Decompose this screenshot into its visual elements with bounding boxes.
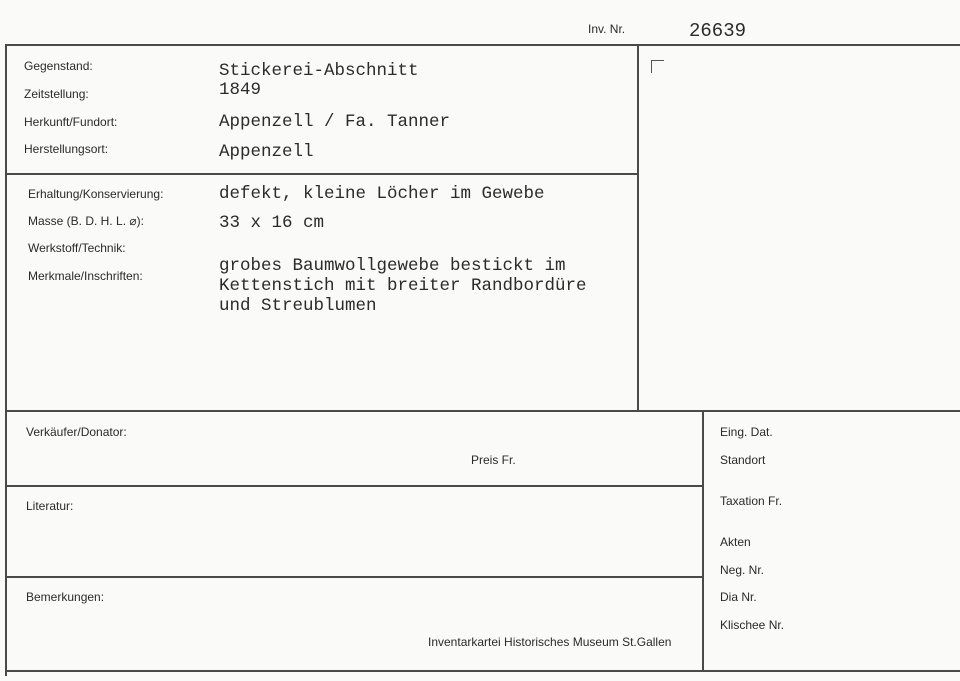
herstellungsort-value: Appenzell bbox=[219, 142, 314, 162]
rule-literatur bbox=[5, 485, 703, 487]
rule-image-box bbox=[637, 44, 639, 411]
standort-label: Standort bbox=[720, 453, 766, 467]
bemerkungen-label: Bemerkungen: bbox=[26, 590, 105, 604]
rule-acquisition bbox=[5, 410, 960, 412]
werkstoff-label: Werkstoff/Technik: bbox=[28, 241, 126, 255]
zeitstellung-label: Zeitstellung: bbox=[24, 87, 89, 101]
werkstoff-value: grobes Baumwollgewebe bestickt im Kettenstich mit breiter Randbordüre und Streublumen bbox=[219, 256, 587, 316]
dia-nr-label: Dia Nr. bbox=[720, 590, 757, 604]
akten-label: Akten bbox=[720, 535, 751, 549]
erhaltung-label: Erhaltung/Konservierung: bbox=[28, 187, 164, 201]
taxation-label: Taxation Fr. bbox=[720, 494, 783, 508]
inv-nr-value: 26639 bbox=[689, 20, 747, 42]
verkaeufer-label: Verkäufer/Donator: bbox=[26, 425, 127, 439]
preis-label: Preis Fr. bbox=[471, 453, 516, 467]
herstellungsort-label: Herstellungsort: bbox=[24, 142, 109, 156]
rule-bottom bbox=[5, 670, 960, 672]
merkmale-label: Merkmale/Inschriften: bbox=[28, 269, 143, 283]
footer-museum: Inventarkartei Historisches Museum St.Gallen bbox=[428, 635, 672, 649]
literatur-label: Literatur: bbox=[26, 499, 74, 513]
masse-value: 33 x 16 cm bbox=[219, 213, 325, 233]
masse-label: Masse (B. D. H. L. ⌀): bbox=[28, 214, 144, 228]
rule-object-details bbox=[5, 173, 638, 175]
eing-dat-label: Eing. Dat. bbox=[720, 425, 773, 439]
gegenstand-value: Stickerei-Abschnitt bbox=[219, 61, 419, 81]
image-corner-mark bbox=[651, 60, 664, 73]
rule-bemerkungen bbox=[5, 576, 703, 578]
gegenstand-label: Gegenstand: bbox=[24, 59, 93, 73]
rule-side-column bbox=[702, 411, 704, 672]
neg-nr-label: Neg. Nr. bbox=[720, 563, 765, 577]
erhaltung-value: defekt, kleine Löcher im Gewebe bbox=[219, 184, 545, 204]
inv-nr-label: Inv. Nr. bbox=[588, 22, 626, 36]
klischee-nr-label: Klischee Nr. bbox=[720, 618, 785, 632]
rule-top bbox=[5, 44, 960, 46]
herkunft-label: Herkunft/Fundort: bbox=[24, 115, 118, 129]
zeitstellung-value: 1849 bbox=[219, 80, 262, 100]
herkunft-value: Appenzell / Fa. Tanner bbox=[219, 112, 451, 132]
rule-left bbox=[5, 44, 7, 676]
